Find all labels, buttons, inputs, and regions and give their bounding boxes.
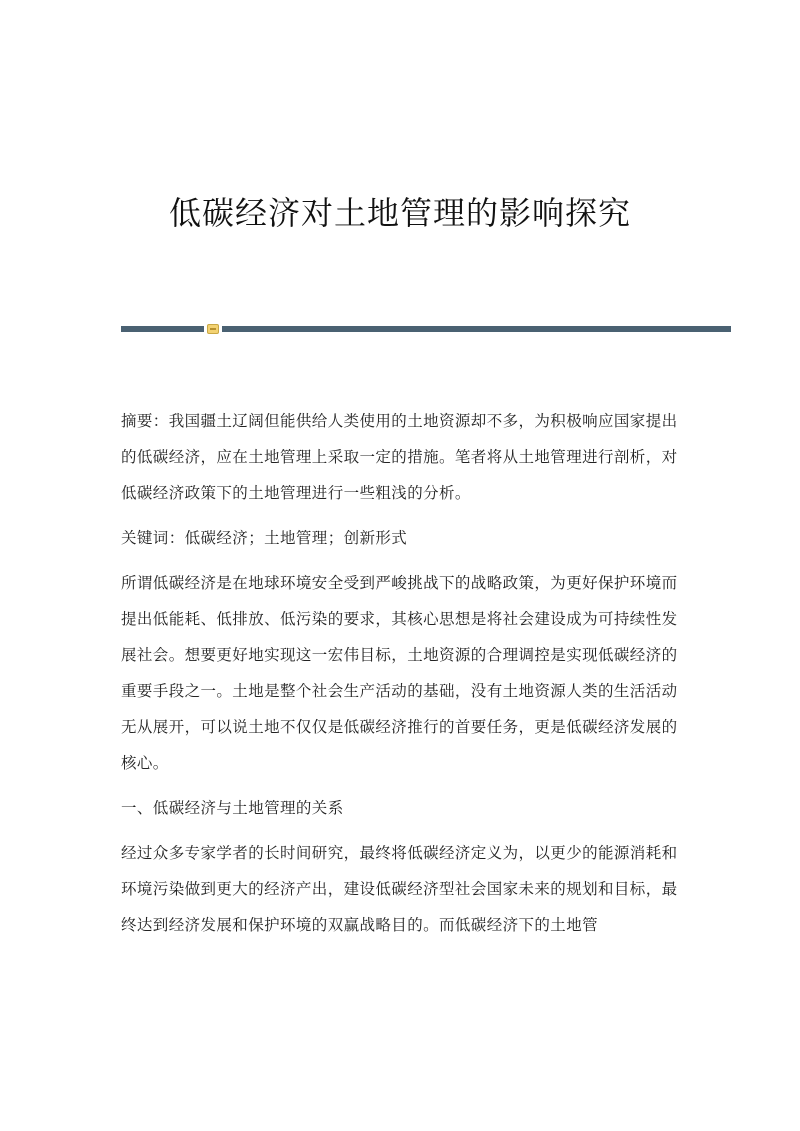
intro-paragraph: 所谓低碳经济是在地球环境安全受到严峻挑战下的战略政策，为更好保护环境而提出低能耗、低排放、低污染的要求，其核心思想是将社会建设成为可持续性发展社会。想要更好地实现这一宏伟目标，土地资源的合理调控是实现低碳经济的重要手段之一。土地是整个社会生产活动的基础，没有土地资源人类的生活活动无从展开，可以说土地不仅仅是低碳经济推行的首要任务，更是低碳经济发展的核心。 [121, 574, 678, 772]
divider-bar-right [222, 326, 731, 332]
document-title: 低碳经济对土地管理的影响探究 [168, 194, 631, 232]
divider-bar-left [121, 326, 204, 332]
divider-ornament-icon [207, 324, 219, 334]
document-body [121, 403, 681, 952]
section-heading: 一、低碳经济与土地管理的关系 [121, 799, 344, 817]
section-paragraph: 经过众多专家学者的长时间研究，最终将低碳经济定义为，以更少的能源消耗和环境污染做到更大的经济产出，建设低碳经济型社会国家未来的规划和目标，最终达到经济发展和保护环境的双赢战略目的。而低碳经济下的土地管 [121, 844, 678, 934]
abstract-paragraph: 摘要：我国疆土辽阔但能供给人类使用的土地资源却不多，为积极响应国家提出的低碳经济，应在土地管理上采取一定的措施。笔者将从土地管理进行剖析，对低碳经济政策下的土地管理进行一些粗浅的分析。 [121, 412, 678, 502]
title-divider [121, 325, 731, 333]
keywords-line: 关键词：低碳经济；土地管理；创新形式 [121, 529, 408, 547]
